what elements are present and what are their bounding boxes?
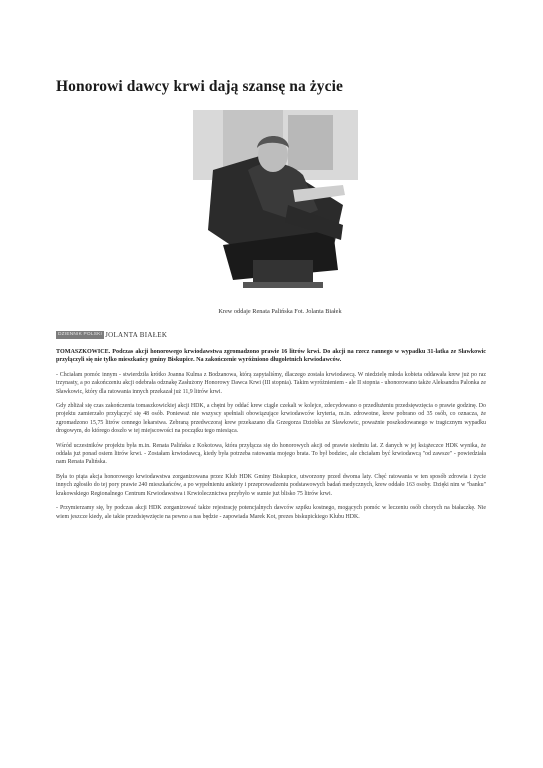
article-photo	[193, 110, 358, 296]
body-paragraph: Była to piąta akcja honorowego krwiodawstwa zorganizowana przez Klub HDK Gminy Biskupice, utworzony przed dwoma laty. Chęć ratowania w ten sposób zdrowia i życie innych zgłosiło do tej pory prawie 240 mieszkańców, a po wypełnieniu ankiety i przeprowadzeniu podstawowych badań medycznych, krew oddało 163 osoby. Dzięki nim w "banku" krakowskiego Regionalnego Centrum Krwiodawstwa i Krwiolecznictwa przybyło w sumie już blisko 75 litrów krwi.	[56, 473, 486, 497]
source-badge: DZIENNIK POLSKI	[58, 331, 103, 337]
lead-paragraph: TOMASZKOWICE. Podczas akcji honorowego krwiodawstwa zgromadzono prawie 16 litrów krwi. Do akcji na rzecz rannego w wypadku 31-latka ze Sławkowic przyłączyli się nie tylko mieszkańcy gminy Biskupice. Na zakończenie wyróżniono długoletnich krwiodawców.	[56, 349, 486, 364]
byline	[56, 330, 167, 339]
author-name: JOLANTA BIAŁEK	[105, 330, 168, 339]
article-body	[56, 348, 486, 527]
body-paragraph: Gdy zbliżał się czas zakończenia tomaszkowickiej akcji HDK, a chętni by oddać krew ciągle czekali w kolejce, zdecydowano o przedłużeniu przedsięwzięcia o prawie godzinę. Do projektu zamierzało przyłączyć się 48 osób. Ponieważ nie wszyscy spełniali obowiązujące krwiodawców kryteria, m.in. zdrowotne, krew pobrano od 35 osób, co oznacza, że zgromadzono 15,75 litrów cennego lekarstwa. Zebraną przedwczoraj krew przekazano dla Grzegorza Dziobka ze Sławkowic, poważnie poszkodowanego w tragicznym wypadku drogowym, do którego doszło w tej miejscowości na początku tego miesiąca.	[56, 403, 486, 435]
photo-caption: Krew oddaje Renata Palińska Fot. Jolanta Białek	[218, 308, 342, 315]
body-paragraph: - Chciałam pomóc innym - stwierdziła krótko Joanna Kulma z Bodzanowa, którą zapytaliśmy, dlaczego została krwiodawcą. W niedzielę młoda kobieta oddawała krew już po raz trzynasty, a po zakończeniu akcji odebrała odznakę Zasłużony Honorowy Dawca Krwi (III stopnia). Takim wyróżnieniem - ale II stopnia - uhonorowano także Aleksandra Palonka ze Sławkowic, który dla ratowania innych przekazał już 11,9 litrów krwi.	[56, 371, 486, 395]
body-paragraph: - Przymierzamy się, by podczas akcji HDK zorganizować także rejestrację potencjalnych dawców szpiku kostnego, mogących pomóc w leczeniu osób chorych na białaczkę. Nie wiem jeszcze kiedy, ale takie przedsięwzięcie na pewno a nas będzie - zapowiada Marek Kot, prezes biskupickiego Klubu HDK.	[56, 505, 486, 520]
body-paragraph: Wśród uczestników projektu była m.in. Renata Palińska z Kokotowa, która przyłącza się do honorowych akcji od prawie siedmiu lat. Z danych w jej książeczce HDK wynika, że oddała już ponad osiem litrów krwi. - Zostałam krwiodawcą, kiedy była potrzeba ratowania mojego brata. To był bodziec, ale chciałam być krwiodawcą "od zawsze" - powiedziała nam Renata Palińska.	[56, 442, 486, 466]
article-headline: Honorowi dawcy krwi dają szansę na życie	[56, 78, 344, 95]
